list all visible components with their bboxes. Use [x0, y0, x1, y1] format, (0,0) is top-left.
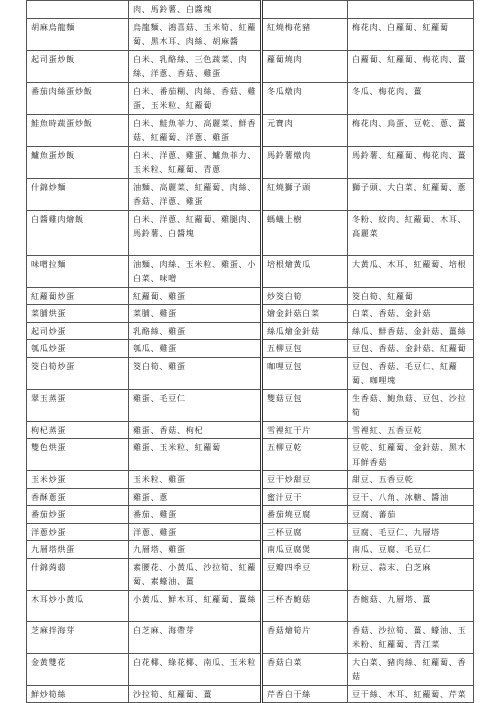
dish-name-cell: 絲瓜燴金針菇 — [262, 322, 348, 340]
dish-name-cell: 元寶肉 — [262, 114, 348, 146]
table-row — [27, 322, 474, 340]
ingredients-cell: 白米、乳酪絲、三色蔬菜、肉絲、洋蔥、香菇、雞蛋 — [129, 50, 262, 82]
dish-name-cell: 紅燒獅子頭 — [262, 178, 348, 210]
dish-name-cell: 香酥蔥蛋 — [27, 488, 129, 506]
table-row — [27, 421, 474, 439]
table-row — [27, 590, 474, 621]
ingredients-cell: 香菇、沙拉筍、薑、蠔油、玉米粉、紅蘿蔔、青江菜 — [348, 621, 474, 653]
dish-name-cell: 番茄炒蛋 — [27, 506, 129, 524]
table-row — [27, 541, 474, 559]
dish-name-cell: 豆瓣四季豆 — [262, 558, 348, 590]
ingredients-cell: 大白菜、豬肉絲、紅蘿蔔、香菇 — [348, 653, 474, 685]
table-row — [27, 439, 474, 471]
dish-name-cell: 紅蘿蔔炒蛋 — [27, 287, 129, 305]
ingredients-cell: 雞蛋、毛豆仁 — [129, 389, 262, 421]
dish-name-cell: 雙菇豆包 — [262, 389, 348, 421]
dish-name-cell: 紅燒梅花豬 — [262, 18, 348, 50]
ingredients-cell: 菜脯、雞蛋 — [129, 305, 262, 323]
dish-name-cell: 翠玉蒸蛋 — [27, 389, 129, 421]
table-row — [27, 255, 474, 287]
dish-name-cell: 雪裡紅干片 — [262, 421, 348, 439]
table-row — [27, 178, 474, 210]
dish-name-cell: 玉米炒蛋 — [27, 471, 129, 489]
ingredients-cell: 白花椰、綠花椰、南瓜、玉米粒 — [129, 653, 262, 685]
ingredients-cell: 豆包、香菇、金針菇、紅蘿蔔 — [348, 340, 474, 358]
dish-name-cell: 五柳豆包 — [262, 340, 348, 358]
ingredients-cell: 肉、馬鈴薯、白醬塊 — [129, 1, 262, 19]
ingredients-cell: 紅蘿蔔、雞蛋 — [129, 287, 262, 305]
dish-name-cell: 豆干炒甜豆 — [262, 471, 348, 489]
ingredients-cell: 甜豆、五香豆乾 — [348, 471, 474, 489]
dish-name-cell — [262, 1, 348, 19]
dish-name-cell: 香菇白菜 — [262, 653, 348, 685]
ingredients-cell: 九層塔、雞蛋 — [129, 541, 262, 559]
recipe-table — [26, 0, 474, 703]
table-row — [27, 506, 474, 524]
ingredients-cell: 沙拉筍、紅蘿蔔、薑 — [129, 685, 262, 703]
ingredients-cell: 瓠瓜、雞蛋 — [129, 340, 262, 358]
ingredients-cell: 烏龍麵、鴻喜菇、玉米筍、紅蘿蔔、黑木耳、肉絲、胡麻醬 — [129, 18, 262, 50]
table-row — [27, 471, 474, 489]
dish-name-cell: 起司炒蛋 — [27, 322, 129, 340]
dish-name-cell: 炒筊白筍 — [262, 287, 348, 305]
dish-name-cell: 芹香白干絲 — [262, 685, 348, 703]
dish-name-cell: 金黃雙花 — [27, 653, 129, 685]
dish-name-cell: 枸杞蒸蛋 — [27, 421, 129, 439]
ingredients-cell: 乳酪絲、雞蛋 — [129, 322, 262, 340]
table-row — [27, 114, 474, 146]
ingredients-cell — [348, 1, 474, 19]
table-row — [27, 82, 474, 114]
ingredients-cell: 油麵、高麗菜、紅蘿蔔、肉絲、香菇、洋蔥、雞蛋 — [129, 178, 262, 210]
ingredients-cell: 杏鮑菇、九層塔、薑 — [348, 590, 474, 621]
ingredients-cell: 白米、鮭魚菲力、高麗菜、鮮香菇、紅蘿蔔、洋蔥、雞蛋 — [129, 114, 262, 146]
ingredients-cell: 白米、番茄糊、肉絲、香菇、雞蛋、玉米粒、紅蘿蔔 — [129, 82, 262, 114]
ingredients-cell: 洋蔥、雞蛋 — [129, 523, 262, 541]
dish-name-cell: 香菇燴筍片 — [262, 621, 348, 653]
dish-name-cell: 白醬雞肉燴飯 — [27, 210, 129, 255]
dish-name-cell: 馬鈴薯燉肉 — [262, 146, 348, 178]
table-row — [27, 653, 474, 685]
table-row — [27, 1, 474, 19]
table-row — [27, 146, 474, 178]
table-row — [27, 305, 474, 323]
ingredients-cell: 雞蛋、香菇、枸杞 — [129, 421, 262, 439]
ingredients-cell: 冬瓜、梅花肉、薑 — [348, 82, 474, 114]
table-row — [27, 558, 474, 590]
dish-name-cell: 培根燴黃瓜 — [262, 255, 348, 287]
dish-name-cell: 菜脯烘蛋 — [27, 305, 129, 323]
ingredients-cell: 冬粉、絞肉、紅蘿蔔、木耳、高麗菜 — [348, 210, 474, 255]
dish-name-cell: 味噌拉麵 — [27, 255, 129, 287]
ingredients-cell: 梅花肉、白蘿蔔、紅蘿蔔 — [348, 18, 474, 50]
dish-name-cell: 蜜汁豆干 — [262, 488, 348, 506]
dish-name-cell: 筊白筍炒蛋 — [27, 357, 129, 389]
dish-name-cell: 冬瓜燉肉 — [262, 82, 348, 114]
ingredients-cell: 小黃瓜、鮮木耳、紅蘿蔔、薑絲 — [129, 590, 262, 621]
dish-name-cell: 燴金針菇白菜 — [262, 305, 348, 323]
ingredients-cell: 獅子頭、大白菜、紅蘿蔔、蔥 — [348, 178, 474, 210]
dish-name-cell: 雙色烘蛋 — [27, 439, 129, 471]
dish-name-cell: 芝麻拌海芽 — [27, 621, 129, 653]
table-row — [27, 340, 474, 358]
ingredients-cell: 豆腐、毛豆仁、九層塔 — [348, 523, 474, 541]
dish-name-cell: 九層塔烘蛋 — [27, 541, 129, 559]
ingredients-cell: 玉米粒、雞蛋 — [129, 471, 262, 489]
ingredients-cell: 絲瓜、鮮香菇、金針菇、薑絲 — [348, 322, 474, 340]
ingredients-cell: 白菜、香菇、金針菇 — [348, 305, 474, 323]
ingredients-cell: 白米、洋蔥、雞蛋、鱸魚菲力、玉米粒、紅蘿蔔、青蔥 — [129, 146, 262, 178]
dish-name-cell: 鮮炒筍絲 — [27, 685, 129, 703]
ingredients-cell: 筊白筍、雞蛋 — [129, 357, 262, 389]
ingredients-cell: 雪裡紅、五香豆乾 — [348, 421, 474, 439]
ingredients-cell: 生香菇、鮑魚菇、豆包、沙拉筍 — [348, 389, 474, 421]
ingredients-cell: 豆干絲、木耳、紅蘿蔔、芹菜 — [348, 685, 474, 703]
dish-name-cell: 什錦炒麵 — [27, 178, 129, 210]
ingredients-cell: 番茄、雞蛋 — [129, 506, 262, 524]
dish-name-cell: 南瓜豆腐煲 — [262, 541, 348, 559]
ingredients-cell: 豆腐、蕃茄 — [348, 506, 474, 524]
ingredients-cell: 筊白筍、紅蘿蔔 — [348, 287, 474, 305]
ingredients-cell: 雞蛋、蔥 — [129, 488, 262, 506]
ingredients-cell: 豆干、八角、冰糖、醬油 — [348, 488, 474, 506]
dish-name-cell: 胡麻烏龍麵 — [27, 18, 129, 50]
ingredients-cell: 梅花肉、鳥蛋、豆乾、蔥、薑 — [348, 114, 474, 146]
table-row — [27, 389, 474, 421]
dish-name-cell: 什錦蒟蒻 — [27, 558, 129, 590]
table-row — [27, 50, 474, 82]
table-row — [27, 18, 474, 50]
ingredients-cell: 馬鈴薯、紅蘿蔔、梅花肉、薑 — [348, 146, 474, 178]
dish-name-cell: 三杯豆腐 — [262, 523, 348, 541]
dish-name-cell: 螞蟻上樹 — [262, 210, 348, 255]
ingredients-cell: 豆乾、紅蘿蔔、金針菇、黑木耳鮮香菇 — [348, 439, 474, 471]
table-row — [27, 488, 474, 506]
ingredients-cell: 白米、洋蔥、紅蘿蔔、雞腿肉、馬鈴薯、白醬塊 — [129, 210, 262, 255]
dish-name-cell: 蘿蔔燒肉 — [262, 50, 348, 82]
ingredients-cell: 素腰花、小黃瓜、沙拉筍、紅蘿蔔、素蠔油、薑 — [129, 558, 262, 590]
ingredients-cell: 白蘿蔔、紅蘿蔔、梅花肉、薑 — [348, 50, 474, 82]
recipe-sheet — [26, 0, 472, 703]
dish-name-cell: 洋蔥炒蛋 — [27, 523, 129, 541]
ingredients-cell: 豆包、香菇、毛豆仁、紅蘿蔔、咖哩塊 — [348, 357, 474, 389]
table-row — [27, 287, 474, 305]
recipe-table-body — [27, 1, 474, 703]
dish-name-cell: 番茄肉絲蛋炒飯 — [27, 82, 129, 114]
ingredients-cell: 油麵、肉絲、玉米粒、雞蛋、小白菜、味噌 — [129, 255, 262, 287]
dish-name-cell: 番茄燒豆腐 — [262, 506, 348, 524]
dish-name-cell — [27, 1, 129, 19]
table-row — [27, 523, 474, 541]
dish-name-cell: 瓠瓜炒蛋 — [27, 340, 129, 358]
ingredients-cell: 白芝麻、海帶芽 — [129, 621, 262, 653]
table-row — [27, 357, 474, 389]
ingredients-cell: 雞蛋、玉米粒、紅蘿蔔 — [129, 439, 262, 471]
ingredients-cell: 粉豆、蒜末、白芝麻 — [348, 558, 474, 590]
dish-name-cell: 三杯杏鮑菇 — [262, 590, 348, 621]
dish-name-cell: 咖哩豆包 — [262, 357, 348, 389]
dish-name-cell: 五柳豆乾 — [262, 439, 348, 471]
dish-name-cell: 鮭魚時蔬蛋炒飯 — [27, 114, 129, 146]
dish-name-cell: 起司蛋炒飯 — [27, 50, 129, 82]
table-row — [27, 621, 474, 653]
ingredients-cell: 南瓜、豆腐、毛豆仁 — [348, 541, 474, 559]
table-row — [27, 210, 474, 255]
ingredients-cell: 大黃瓜、木耳、紅蘿蔔、培根 — [348, 255, 474, 287]
dish-name-cell: 木耳炒小黃瓜 — [27, 590, 129, 621]
dish-name-cell: 鱸魚蛋炒飯 — [27, 146, 129, 178]
